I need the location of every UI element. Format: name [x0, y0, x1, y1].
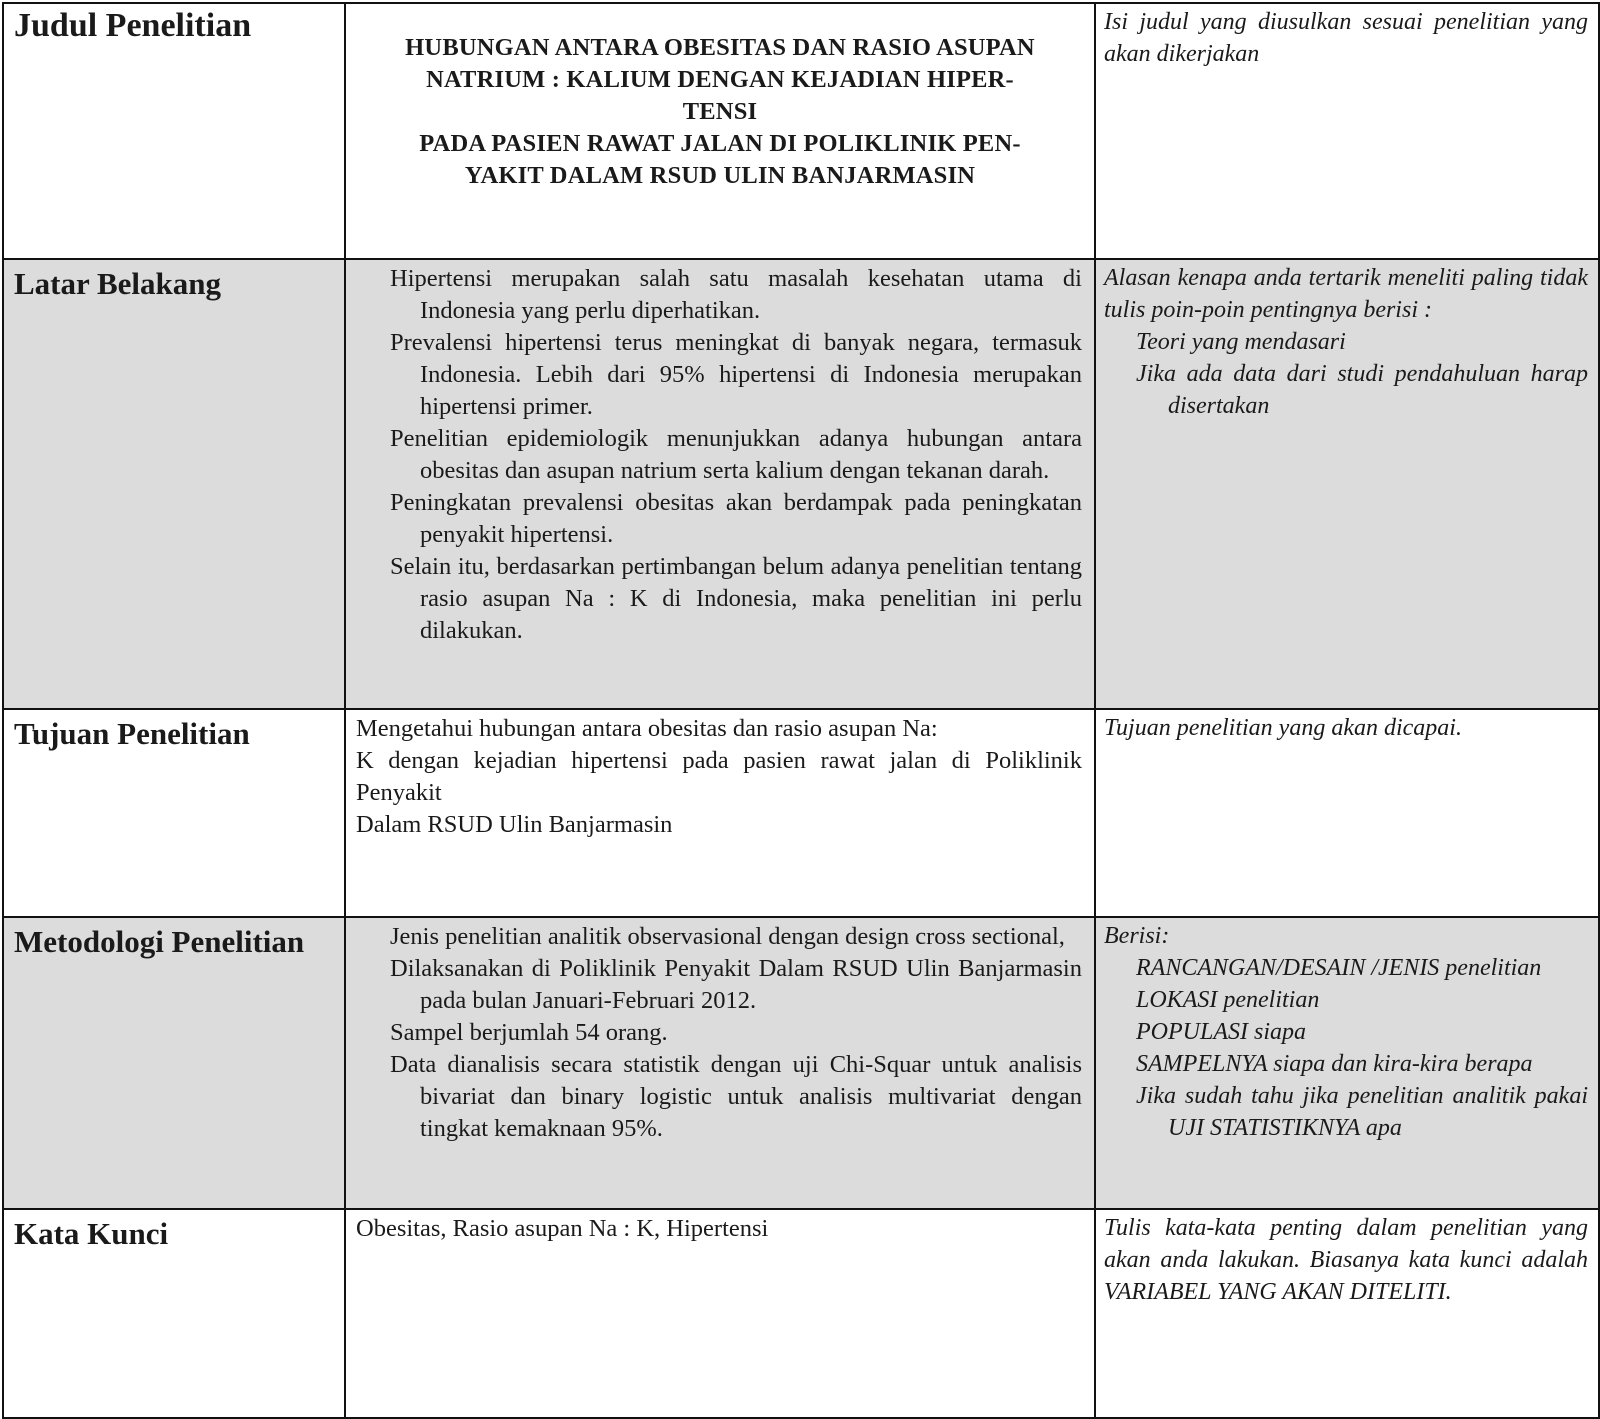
list-item: Peningkatan prevalensi obesitas akan berdampak pada peningkatan penyakit hipertensi.	[390, 489, 1082, 548]
row-label-latar-belakang: Latar Belakang	[14, 266, 221, 301]
guidance-sub-item: POPULASI siapa	[1136, 1019, 1306, 1045]
content-cell	[345, 1209, 1095, 1418]
content-cell	[345, 917, 1095, 1209]
list-item: Hipertensi merupakan salah satu masalah kesehatan utama di Indonesia yang perlu diperhatikan.	[390, 265, 1082, 324]
note-cell	[1095, 1209, 1599, 1418]
title-line: TENSI	[682, 98, 758, 125]
guidance-sub-item: RANCANGAN/DESAIN /JENIS penelitian	[1136, 955, 1542, 981]
background-list	[346, 260, 1094, 647]
guidance-note	[1096, 918, 1598, 1144]
guidance-note: Tulis kata-kata penting dalam penelitian yang akan anda lakukan. Biasanya kata kunci adalah VARIABEL YANG AKAN DITELITI.	[1104, 1215, 1588, 1305]
list-item: Data dianalisis secara statistik dengan uji Chi-Squar untuk analisis bivariat dan binary logistic untuk analisis multivariat dengan tingkat kemaknaan 95%.	[390, 1051, 1082, 1142]
row-tujuan-penelitian	[3, 709, 1599, 917]
row-latar-belakang	[3, 259, 1599, 709]
label-cell	[3, 709, 345, 917]
row-metodologi-penelitian	[3, 917, 1599, 1209]
title-line: HUBUNGAN ANTARA OBESITAS DAN RASIO ASUPAN	[405, 34, 1035, 61]
label-cell	[3, 917, 345, 1209]
guidance-sub-item: Jika sudah tahu jika penelitian analitik pakai UJI STATISTIKNYA apa	[1136, 1083, 1588, 1141]
methodology-list	[346, 918, 1094, 1145]
label-cell	[3, 1209, 345, 1418]
keywords-text	[346, 1210, 1094, 1245]
list-item: Selain itu, berdasarkan pertimbangan belum adanya penelitian tentang rasio asupan Na : K di Indonesia, maka penelitian ini perlu dilakukan.	[390, 553, 1082, 644]
row-label-kata-kunci: Kata Kunci	[14, 1216, 169, 1251]
row-judul-penelitian	[3, 3, 1599, 259]
content-cell	[345, 3, 1095, 259]
guidance-note: Isi judul yang diusulkan sesuai penelitian yang akan dikerjakan	[1104, 9, 1588, 67]
text-line: Dalam RSUD Ulin Banjarmasin	[356, 811, 673, 838]
row-kata-kunci	[3, 1209, 1599, 1418]
research-title	[346, 4, 1094, 192]
guidance-note	[1096, 260, 1598, 422]
text-line: Obesitas, Rasio asupan Na : K, Hipertensi	[356, 1215, 769, 1242]
label-cell	[3, 259, 345, 709]
title-line: NATRIUM : KALIUM DENGAN KEJADIAN HIPER-	[426, 66, 1014, 93]
row-label-metodologi-penelitian: Metodologi Penelitian	[14, 924, 305, 959]
list-item: Prevalensi hipertensi terus meningkat di banyak negara, termasuk Indonesia. Lebih dari 95% hipertensi di Indonesia merupakan hipertensi primer.	[390, 329, 1082, 420]
guidance-sub-item: Jika ada data dari studi pendahuluan harap disertakan	[1136, 361, 1588, 419]
guidance-note-text: Berisi:	[1104, 923, 1170, 949]
row-label-judul-penelitian: Judul Penelitian	[14, 7, 252, 44]
list-item: Penelitian epidemiologik menunjukkan adanya hubungan antara obesitas dan asupan natrium serta kalium dengan tekanan darah.	[390, 425, 1082, 484]
note-cell	[1095, 3, 1599, 259]
guidance-sub-item: SAMPELNYA siapa dan kira-kira berapa	[1136, 1051, 1533, 1077]
list-item: Jenis penelitian analitik observasional dengan design cross sectional,	[390, 923, 1065, 950]
label-cell	[3, 3, 345, 259]
note-cell	[1095, 917, 1599, 1209]
note-cell	[1095, 259, 1599, 709]
guidance-sub-item: Teori yang mendasari	[1136, 329, 1346, 355]
text-line: Mengetahui hubungan antara obesitas dan rasio asupan Na:	[356, 715, 938, 742]
list-item: Sampel berjumlah 54 orang.	[390, 1019, 668, 1046]
row-label-tujuan-penelitian: Tujuan Penelitian	[14, 716, 250, 751]
objective-text	[346, 710, 1094, 841]
content-cell	[345, 709, 1095, 917]
guidance-sub-item: LOKASI penelitian	[1136, 987, 1320, 1013]
note-cell	[1095, 709, 1599, 917]
guidance-note-text: Alasan kenapa anda tertarik meneliti paling tidak tulis poin-poin pentingnya berisi :	[1104, 265, 1588, 323]
text-line: K dengan kejadian hipertensi pada pasien rawat jalan di Poliklinik Penyakit	[356, 747, 1082, 806]
guidance-note: Tujuan penelitian yang akan dicapai.	[1104, 715, 1462, 741]
proposal-summary-table	[2, 2, 1600, 1419]
content-cell	[345, 259, 1095, 709]
title-line: PADA PASIEN RAWAT JALAN DI POLIKLINIK PEN-	[419, 130, 1021, 157]
list-item: Dilaksanakan di Poliklinik Penyakit Dalam RSUD Ulin Banjarmasin pada bulan Januari-Februari 2012.	[390, 955, 1082, 1014]
title-line: YAKIT DALAM RSUD ULIN BANJARMASIN	[464, 162, 976, 189]
